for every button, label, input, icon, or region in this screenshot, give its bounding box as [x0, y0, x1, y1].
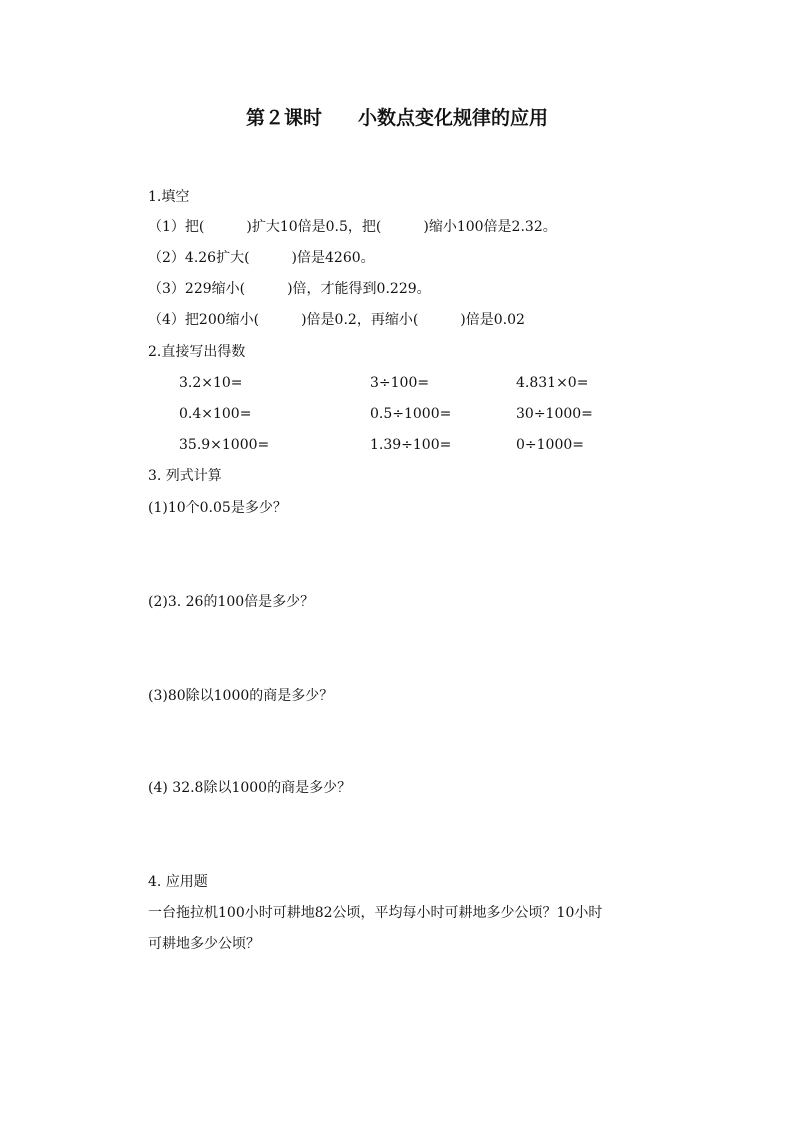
- lesson-topic: 小数点变化规律的应用: [358, 107, 549, 129]
- fill-blank-item-4: （4）把200缩小( )倍是0.2，再缩小( )倍是0.02: [148, 312, 525, 328]
- calc-problem: 4.831×0=: [516, 375, 589, 391]
- lesson-number: 第２课时: [245, 107, 322, 129]
- expression-question-3: (3)80除以1000的商是多少？: [148, 688, 334, 704]
- expression-question-2: (2)3. 26的100倍是多少？: [148, 594, 315, 610]
- calc-problem: 3.2×10=: [179, 375, 243, 391]
- expression-question-4: (4) 32.8除以1000的商是多少？: [148, 780, 352, 796]
- calc-problem: 30÷1000=: [516, 406, 593, 422]
- section3-heading: 3. 列式计算: [148, 468, 222, 484]
- section2-heading: 2.直接写出得数: [148, 344, 246, 360]
- calc-problem: 0.4×100=: [179, 406, 252, 422]
- section1-heading: 1.填空: [148, 189, 190, 205]
- calc-problem: 0÷1000=: [516, 437, 584, 453]
- fill-blank-item-2: （2）4.26扩大( )倍是4260。: [148, 250, 375, 266]
- word-problem-line-1: 一台拖拉机100小时可耕地82公顷，平均每小时可耕地多少公顷？10小时: [148, 905, 603, 921]
- fill-blank-item-1: （1）把( )扩大10倍是0.5，把( )缩小100倍是2.32。: [148, 219, 557, 235]
- page-title: [0, 104, 794, 132]
- word-problem-line-2: 可耕地多少公顷？: [148, 936, 260, 952]
- fill-blank-item-3: （3）229缩小( )倍，才能得到0.229。: [148, 281, 431, 297]
- calc-problem: 0.5÷1000=: [370, 406, 452, 422]
- calc-problem: 35.9×1000=: [179, 437, 270, 453]
- expression-question-1: (1)10个0.05是多少？: [148, 500, 287, 516]
- calc-problem: 1.39÷100=: [370, 437, 452, 453]
- calc-problem: 3÷100=: [370, 375, 430, 391]
- section4-heading: 4. 应用题: [148, 874, 208, 890]
